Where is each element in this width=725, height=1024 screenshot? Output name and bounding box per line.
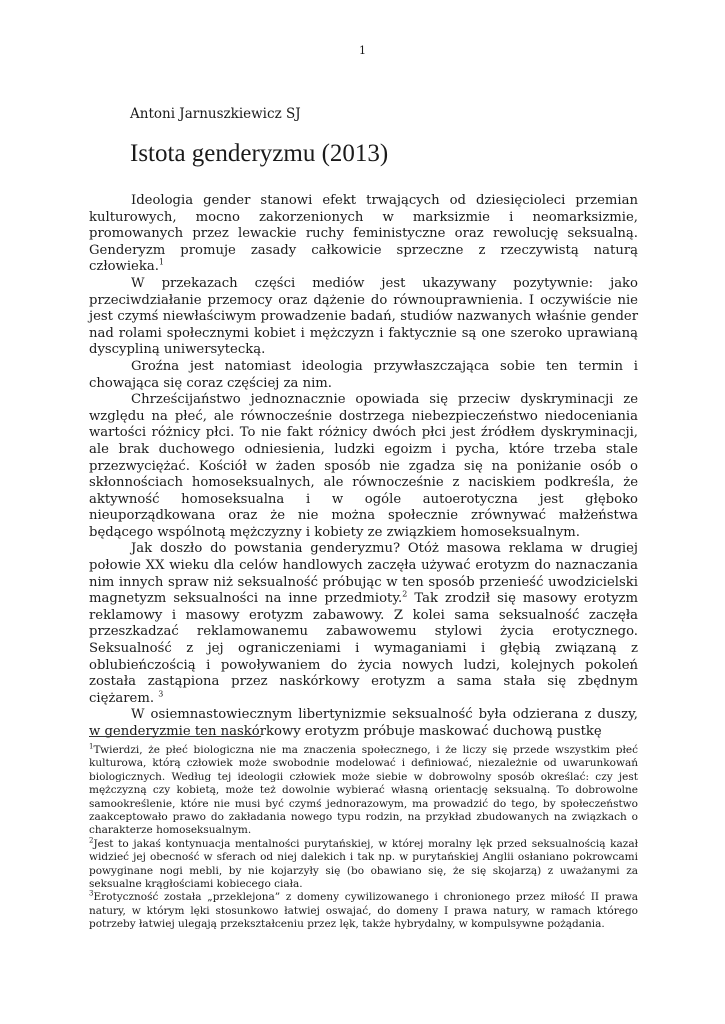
- footnote: $^2$Jest to jakaś kontynuacja mentalności purytańskiej, w której moralny lęk przed seksualnością kazał widzieć jej obecność w sferach od niej dalekich i tak np. w purytańskiej Anglii osłaniano pokrowcami powyginane nogi mebli, by nie kojarzyły się (bo obawiano się, że się skojarzą) z uważanymi za seksualne krągłościami kobiecego ciała.: [89, 836, 638, 891]
- paragraph: W osiemnastowiecznym libertynizmie seksualność była odzierana z duszy, w genderyzmie ten naskórkowy erotyzm próbuje maskować duchową pustkę: [89, 707, 638, 739]
- footnote-ref[interactable]: 2: [402, 589, 408, 599]
- footnote: $^1$Twierdzi, że płeć biologiczna nie ma znaczenia społecznego, i że liczy się przede wszystkim płeć kulturowa, którą człowiek może swobodnie modelować i definiować, niezależnie od uwarunkowań biologicznych. Według tej ideologii człowiek może siebie w dobrowolny sposób określać: czy jest mężczyzną czy kobietą, może też dowolnie wybierać własną orientację seksualną. To dobrowolne samookreślenie, które nie musi być czymś jednorazowym, ma prowadzić do tego, by społeczeństwo zaakceptowało prawo do zakładania nowego typu rodzin, na przykład zbudowanych na związkach o charakterze homoseksualnym.: [89, 742, 638, 837]
- footnote: $^3$Erotyczność została „przeklejona” z domeny cywilizowanego i chronionego przez miłość II prawa natury, w którym lęki stosunkowo łatwiej oswajać, do domeny I prawa natury, w ramach którego potrzeby łatwiej ulegają przekształceniu przez lęk, także hybrydalny, w kompulsywne pożądania.: [89, 889, 638, 931]
- footnote-ref[interactable]: 3: [158, 689, 164, 699]
- paragraph: W przekazach części mediów jest ukazywany pozytywnie: jako przeciwdziałanie przemocy oraz dążenie do równouprawnienia. I oczywiście nie jest czymś niewłaściwym prowadzenie badań, studiów nazwanych właśnie gender nad rolami społecznymi kobiet i mężczyzn i faktycznie są one szeroko uprawianą dyscypliną uniwersytecką.: [89, 275, 638, 358]
- paragraph: Jak doszło do powstania genderyzmu? Otóż masowa reklama w drugiej połowie XX wieku dla celów handlowych zaczęła używać erotyzm do naznaczania nim innych spraw niż seksualność próbując w ten sposób przenieść uwodzicielski magnetyzm seksualności na inne przedmioty.$^2$ Tak zrodził się masowy erotyzm reklamowy i masowy erotyzm zabawowy. Z kolei sama seksualność zaczęła przeszkadzać reklamowanemu zabawowemu stylowi życia erotycznego. Seksualność z jej ograniczeniami i wymaganiami i głębią związaną z oblubieńczością i powoływaniem do życia nowych ludzi, kolejnych pokoleń została zastąpiona przez naskórkowy erotyzm a sama stała się zbędnym ciężarem. $^3$: [89, 541, 638, 706]
- paragraph: Groźna jest natomiast ideologia przywłaszczająca sobie ten termin i chowająca się coraz częściej za nim.: [89, 358, 638, 391]
- footnotes: [89, 744, 638, 932]
- footnote-divider: [89, 736, 261, 737]
- paragraph: Ideologia gender stanowi efekt trwających od dziesięcioleci przemian kulturowych, mocno zakorzenionych w marksizmie i neomarksizmie, promowanych przez lewackie ruchy feministyczne oraz rewolucję seksualną. Genderyzm promuje zasady całkowicie sprzeczne z rzeczywistą naturą człowieka.$^1$: [89, 193, 638, 275]
- author-name: Antoni Jarnuszkiewicz SJ: [130, 106, 301, 122]
- paragraph: Chrześcijaństwo jednoznacznie opowiada się przeciw dyskryminacji ze względu na płeć, ale równocześnie dostrzega niebezpieczeństwo niedoceniania wartości różnicy płci. To nie fakt różnicy dwóch płci jest źródłem dyskryminacji, ale brak duchowego odniesienia, ludzki egoizm i pycha, które trzeba stale przezwyciężać. Kościół w żaden sposób nie zgadza się na poniżanie osób o skłonnościach homoseksualnych, ale równocześnie z naciskiem podkreśla, że aktywność homoseksualna i w ogóle autoerotyczna jest głęboko nieuporządkowana oraz że nie można społecznie zrównywać małżeństwa będącego wspólnotą mężczyzny i kobiety ze związkiem homoseksualnym.: [89, 392, 638, 540]
- document-title: Istota genderyzmu (2013): [130, 140, 389, 167]
- footnote-ref[interactable]: 1: [158, 257, 164, 267]
- page-number: 1: [359, 44, 366, 57]
- body-text: [89, 193, 638, 741]
